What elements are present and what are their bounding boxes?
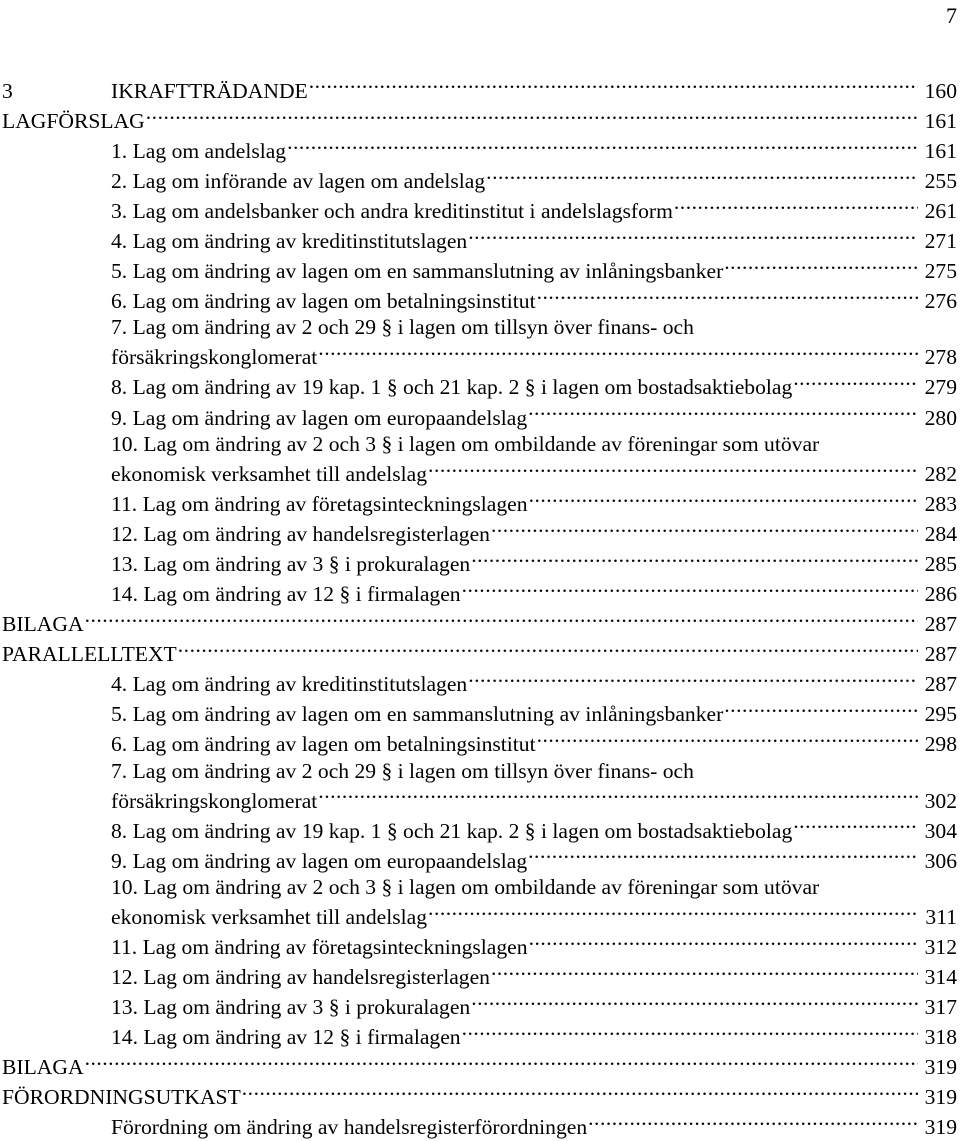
toc-entry-title: 11. Lag om ändring av företagsinteckningslagen: [111, 935, 528, 960]
toc-entry-title: 3. Lag om andelsbanker och andra kreditinstitut i andelslagsform: [111, 198, 673, 223]
toc-entry[interactable]: [0, 401, 957, 431]
dot-leader: [317, 784, 918, 808]
toc-entry-title: 14. Lag om ändring av 12 § i firmalagen: [111, 1025, 461, 1050]
toc-entry[interactable]: [0, 697, 957, 727]
toc-entry-page: 285: [924, 552, 957, 576]
dot-leader: [536, 284, 918, 308]
toc-entry[interactable]: [0, 134, 957, 164]
dot-leader: [723, 697, 918, 721]
toc-entry[interactable]: [0, 667, 957, 697]
toc-entry-title: 14. Lag om ändring av 12 § i firmalagen: [111, 582, 461, 607]
toc-entry-page: 161: [924, 108, 957, 133]
toc-entry-page: 161: [924, 138, 957, 163]
toc-entry-title: 12. Lag om ändring av handelsregisterlagen: [111, 521, 490, 546]
toc-entry-title: försäkringskonglomerat: [111, 788, 318, 813]
toc-entry-title: 13. Lag om ändring av 3 § i prokuralagen: [111, 552, 471, 576]
toc-entry-page: 319: [924, 1055, 957, 1080]
toc-entry[interactable]: [0, 517, 957, 547]
dot-leader: [527, 844, 918, 868]
toc-entry-title: 1. Lag om andelslag: [111, 138, 287, 163]
toc-entry-page: 287: [924, 672, 957, 697]
dot-leader: [528, 487, 918, 511]
toc-entry-title: PARALLELLTEXT: [2, 642, 177, 667]
toc-entry-title: 8. Lag om ändring av 19 kap. 1 § och 21 kap. 2 § i lagen om bostadsaktiebolag: [111, 818, 793, 843]
toc-entry-page: 279: [924, 375, 957, 400]
dot-leader: [792, 371, 918, 395]
toc-entry-title: Förordning om ändring av handelsregisterförordningen: [111, 1115, 588, 1140]
toc-entry-page: 271: [924, 228, 957, 253]
dot-leader: [490, 517, 918, 541]
toc-entry[interactable]: [0, 960, 957, 990]
toc-entry[interactable]: [0, 930, 957, 960]
toc-entry[interactable]: [0, 874, 957, 900]
dot-leader: [461, 577, 918, 601]
dot-leader: [470, 547, 918, 571]
toc-entry-title: 9. Lag om ändring av lagen om europaandelslag: [111, 848, 528, 873]
dot-leader: [461, 1021, 918, 1045]
dot-leader: [536, 728, 918, 752]
toc-entry-title: 7. Lag om ändring av 2 och 29 § i lagen om tillsyn över finans- och: [111, 315, 694, 340]
toc-entry[interactable]: [0, 254, 957, 284]
toc-entry[interactable]: [0, 1051, 957, 1081]
dot-leader: [470, 990, 918, 1014]
toc-entry-title: 4. Lag om ändring av kreditinstitutslagen: [111, 672, 468, 697]
toc-entry-title: 6. Lag om ändring av lagen om betalningsinstitut: [111, 289, 536, 314]
toc-entry-page: 304: [924, 818, 957, 843]
dot-leader: [723, 254, 918, 278]
toc-entry-title: BILAGA: [2, 1055, 84, 1080]
toc-entry-title: 8. Lag om ändring av 19 kap. 1 § och 21 kap. 2 § i lagen om bostadsaktiebolag: [111, 375, 793, 400]
toc-entry-title: försäkringskonglomerat: [111, 345, 318, 370]
toc-entry-page: 311: [925, 905, 957, 930]
toc-entry-title: ekonomisk verksamhet till andelslag: [111, 905, 428, 930]
toc-entry-title: BILAGA: [2, 612, 84, 637]
toc-entry-page: 160: [924, 78, 957, 103]
toc-entry-page: 278: [924, 345, 957, 370]
dot-leader: [587, 1111, 918, 1135]
dot-leader: [528, 930, 918, 954]
toc-entry-page: 318: [924, 1025, 957, 1050]
dot-leader: [308, 74, 918, 98]
dot-leader: [427, 900, 918, 924]
toc-entry[interactable]: [0, 1111, 957, 1141]
toc-entry[interactable]: [0, 194, 957, 224]
toc-entry-page: 286: [924, 582, 957, 607]
dot-leader: [84, 1051, 918, 1075]
toc-entry[interactable]: [0, 728, 957, 758]
toc-entry[interactable]: [0, 487, 957, 517]
toc-entry[interactable]: [0, 284, 957, 314]
toc-entry[interactable]: [0, 314, 957, 340]
toc-entry[interactable]: [0, 784, 957, 814]
toc-entry[interactable]: [0, 74, 957, 104]
toc-entry[interactable]: [0, 547, 957, 577]
toc-entry[interactable]: [0, 341, 957, 371]
toc-entry-page: 317: [924, 995, 957, 1020]
toc-entry[interactable]: [0, 164, 957, 194]
toc-entry-title: LAGFÖRSLAG: [2, 108, 145, 133]
dot-leader: [490, 960, 918, 984]
toc-entry[interactable]: [0, 844, 957, 874]
toc-entry-title: 7. Lag om ändring av 2 och 29 § i lagen om tillsyn över finans- och: [111, 758, 694, 783]
toc-entry-page: 255: [924, 168, 957, 193]
dot-leader: [792, 814, 918, 838]
toc-entry-page: 295: [924, 702, 957, 727]
dot-leader: [467, 667, 918, 691]
toc-entry-number: 3: [2, 78, 13, 103]
toc-entry-title: 13. Lag om ändring av 3 § i prokuralagen: [111, 995, 471, 1020]
dot-leader: [485, 164, 918, 188]
toc-entry[interactable]: [0, 457, 957, 487]
toc-entry-title: 5. Lag om ändring av lagen om en sammanslutning av inlåningsbanker: [111, 259, 724, 284]
toc-entry-page: 276: [924, 289, 957, 314]
dot-leader: [286, 134, 918, 158]
dot-leader: [84, 607, 918, 631]
dot-leader: [177, 637, 918, 661]
toc-entry-title: IKRAFTTRÄDANDE: [111, 78, 308, 103]
toc-entry-page: 283: [924, 491, 957, 516]
dot-leader: [527, 401, 918, 425]
toc-entry-title: FÖRORDNINGSUTKAST: [2, 1085, 241, 1110]
toc-entry-page: 284: [924, 521, 957, 546]
toc-entry-page: 302: [924, 788, 957, 813]
page-number: 7: [946, 3, 957, 28]
toc-entry-page: 261: [924, 198, 957, 223]
toc-entry-page: 282: [924, 461, 957, 486]
dot-leader: [145, 104, 918, 128]
toc-entry[interactable]: [0, 104, 957, 134]
toc-entry[interactable]: [0, 637, 957, 667]
toc-entry[interactable]: [0, 224, 957, 254]
toc-entry[interactable]: [0, 814, 957, 844]
toc-entry[interactable]: [0, 431, 957, 457]
toc-entry[interactable]: [0, 758, 957, 784]
toc-entry-title: 11. Lag om ändring av företagsinteckningslagen: [111, 491, 528, 516]
toc-entry[interactable]: [0, 1021, 957, 1051]
toc-entry-title: 12. Lag om ändring av handelsregisterlagen: [111, 965, 490, 990]
toc-entry-page: 287: [924, 612, 957, 637]
toc-entry-title: 4. Lag om ändring av kreditinstitutslagen: [111, 228, 468, 253]
table-of-contents: [0, 74, 957, 1141]
toc-entry-page: 280: [924, 405, 957, 430]
toc-entry-page: 319: [924, 1085, 957, 1110]
toc-entry-title: 5. Lag om ändring av lagen om en sammanslutning av inlåningsbanker: [111, 702, 724, 727]
toc-entry-page: 319: [924, 1115, 957, 1140]
toc-entry[interactable]: [0, 607, 957, 637]
toc-entry[interactable]: [0, 1081, 957, 1111]
toc-entry[interactable]: [0, 577, 957, 607]
toc-entry-title: ekonomisk verksamhet till andelslag: [111, 461, 428, 486]
toc-entry-title: 2. Lag om införande av lagen om andelslag: [111, 168, 486, 193]
dot-leader: [427, 457, 918, 481]
toc-entry-page: 306: [924, 848, 957, 873]
toc-entry[interactable]: [0, 990, 957, 1020]
toc-entry-page: 275: [924, 259, 957, 284]
toc-entry-page: 287: [924, 642, 957, 667]
toc-entry-title: 10. Lag om ändring av 2 och 3 § i lagen om ombildande av föreningar som utövar: [111, 431, 820, 456]
dot-leader: [673, 194, 918, 218]
toc-entry[interactable]: [0, 371, 957, 401]
toc-entry-title: 10. Lag om ändring av 2 och 3 § i lagen om ombildande av föreningar som utövar: [111, 875, 820, 900]
toc-entry-page: 314: [924, 965, 957, 990]
toc-entry-title: 9. Lag om ändring av lagen om europaandelslag: [111, 405, 528, 430]
dot-leader: [467, 224, 918, 248]
toc-entry-page: 298: [924, 732, 957, 757]
toc-entry[interactable]: [0, 900, 957, 930]
dot-leader: [317, 341, 918, 365]
toc-entry-page: 312: [924, 935, 957, 960]
toc-entry-title: 6. Lag om ändring av lagen om betalningsinstitut: [111, 732, 536, 757]
